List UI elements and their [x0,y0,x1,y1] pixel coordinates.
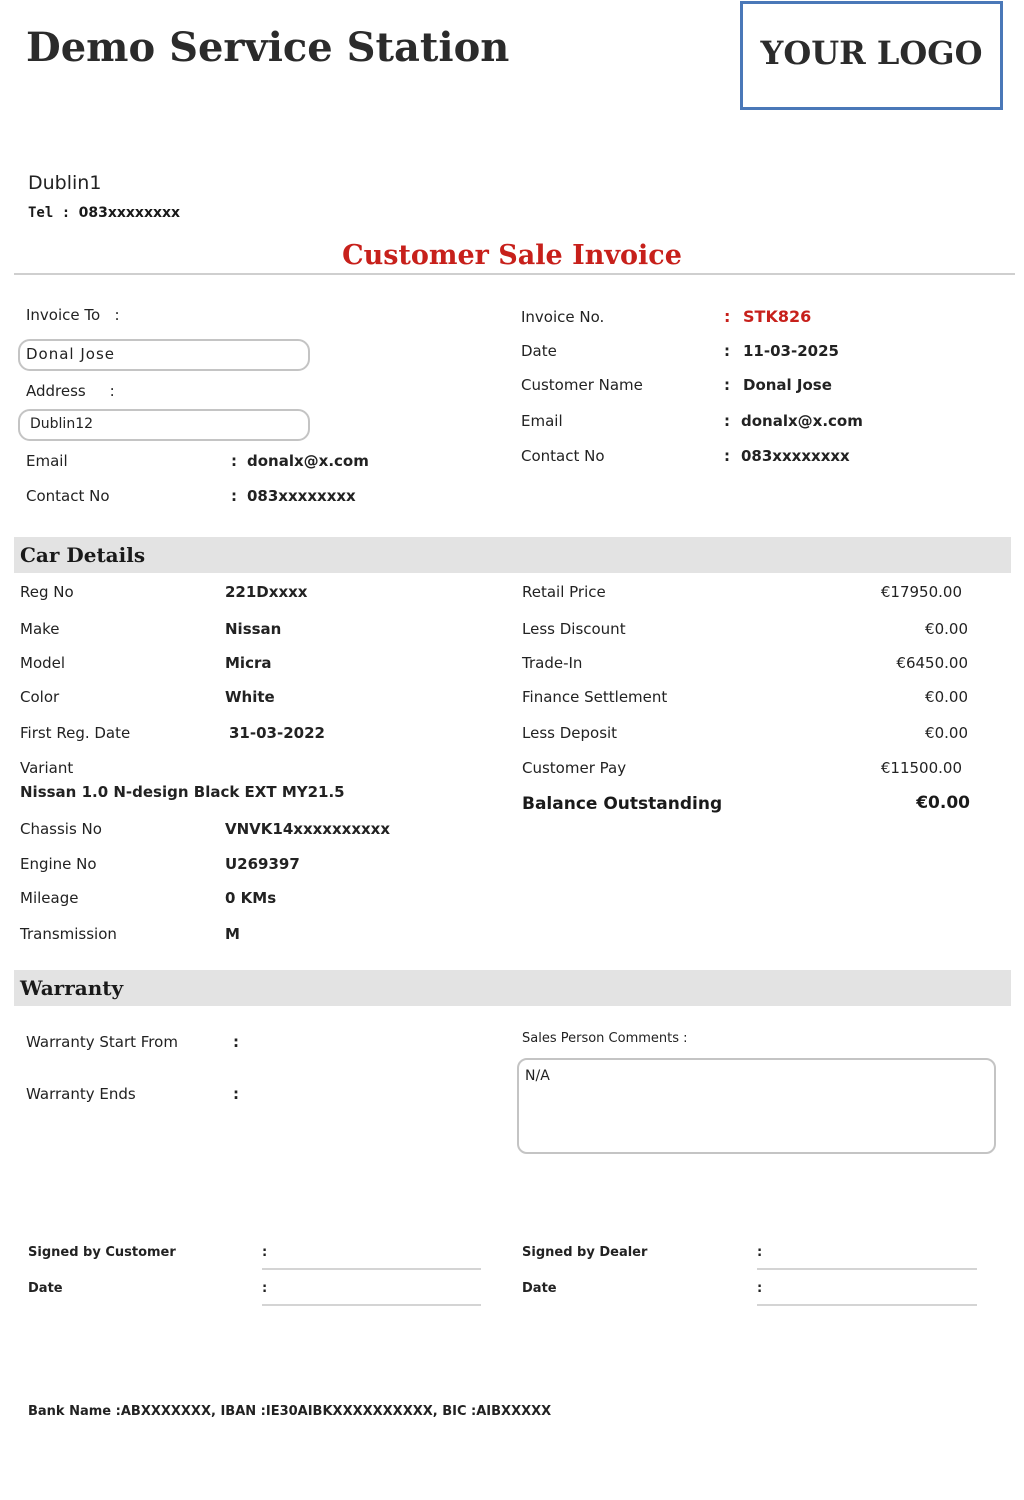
invoice-no: STK826 [743,307,812,326]
model-label: Model [20,654,66,672]
signed-by-customer-label: Signed by Customer [28,1245,176,1260]
dealer-date-line [757,1304,977,1306]
first-reg-label: First Reg. Date [20,724,131,742]
finance-settlement-label: Finance Settlement [522,688,668,706]
document-title: Customer Sale Invoice [342,240,682,271]
customer-name: Donal Jose [743,376,832,394]
reg-no: 221Dxxxx [225,583,308,601]
customer-signature-line [262,1268,481,1270]
customer-date-colon: : [262,1281,268,1296]
tradein-label: Trade-In [522,654,583,672]
discount-label: Less Discount [522,620,626,638]
customer-date-label: Date [28,1281,63,1296]
mileage: 0 KMs [225,889,277,907]
signed-by-dealer-label: Signed by Dealer [522,1245,648,1260]
color-label: Color [20,688,60,706]
invoice-to-address: Dublin12 [30,416,94,432]
customer-contact: 083xxxxxxxx [741,447,850,465]
warranty-header [14,970,1011,1006]
invoice-to-contact-colon: : [231,487,237,505]
discount: €0.00 [925,620,968,638]
invoice-to-email-label: Email [26,452,68,470]
customer-date-line [262,1304,481,1306]
invoice-to-name: Donal Jose [26,345,116,363]
tradein: €6450.00 [896,654,968,672]
model: Micra [225,654,272,672]
deposit: €0.00 [925,724,968,742]
engine-no: U269397 [225,855,300,873]
retail-price-label: Retail Price [522,583,606,601]
finance-settlement: €0.00 [925,688,968,706]
invoice-date-colon: : [724,342,730,360]
customer-email: donalx@x.com [741,412,863,430]
bank-details: Bank Name :ABXXXXXXX, IBAN :IE30AIBKXXXXXXXXXX, BIC :AIBXXXXX [28,1404,552,1419]
variant-label: Variant [20,759,74,777]
invoice-no-label: Invoice No. [521,308,605,326]
company-phone [28,205,180,221]
warranty-start-label: Warranty Start From [26,1033,178,1051]
make-label: Make [20,620,60,638]
retail-price: €17950.00 [880,583,962,601]
tel-label: Tel : [28,205,71,221]
dealer-signature-line [757,1268,977,1270]
invoice-no-colon: : [724,307,731,326]
tel-value: 083xxxxxxxx [78,205,181,221]
signed-by-dealer-colon: : [757,1245,763,1260]
first-reg-date: 31-03-2022 [229,724,325,742]
warranty-title: Warranty [20,976,124,1000]
invoice-date-label: Date [521,342,557,360]
color: White [225,688,275,706]
deposit-label: Less Deposit [522,724,618,742]
transmission-label: Transmission [20,925,117,943]
customer-name-label: Customer Name [521,376,643,394]
balance-outstanding: €0.00 [916,793,970,813]
mileage-label: Mileage [20,889,79,907]
comments-box [517,1058,996,1154]
customer-pay-label: Customer Pay [522,759,627,777]
warranty-start-colon: : [233,1033,239,1051]
company-name: Demo Service Station [26,24,510,71]
dealer-date-colon: : [757,1281,763,1296]
engine-label: Engine No [20,855,97,873]
car-details-header [14,537,1011,573]
invoice-to-contact: 083xxxxxxxx [247,487,356,505]
title-divider [14,273,1015,275]
invoice-to-label: Invoice To : [26,306,120,324]
comments-text: N/A [525,1068,550,1084]
address-label: Address : [26,382,115,400]
dealer-date-label: Date [522,1281,557,1296]
chassis-no: VNVK14xxxxxxxxxx [225,820,391,838]
invoice-date: 11-03-2025 [743,342,839,360]
warranty-end-colon: : [233,1085,239,1103]
invoice-to-contact-label: Contact No [26,487,110,505]
transmission: M [225,925,240,943]
invoice-to-name-field [18,339,310,371]
warranty-end-label: Warranty Ends [26,1085,136,1103]
make: Nissan [225,620,282,638]
comments-label: Sales Person Comments : [522,1031,688,1046]
company-address: Dublin1 [28,172,102,194]
variant: Nissan 1.0 N-design Black EXT MY21.5 [20,783,345,801]
customer-email-label: Email [521,412,563,430]
invoice-to-email-colon: : [231,452,237,470]
invoice-to-address-field [18,409,310,441]
logo-placeholder [740,1,1003,110]
invoice-to-email: donalx@x.com [247,452,369,470]
customer-contact-colon: : [724,447,730,465]
signed-by-customer-colon: : [262,1245,268,1260]
reg-no-label: Reg No [20,583,74,601]
customer-contact-label: Contact No [521,447,605,465]
customer-name-colon: : [724,376,730,394]
balance-outstanding-label: Balance Outstanding [522,794,723,814]
car-details-title: Car Details [20,543,146,567]
customer-email-colon: : [724,412,730,430]
logo-text: YOUR LOGO [760,34,983,72]
chassis-label: Chassis No [20,820,102,838]
customer-pay: €11500.00 [880,759,962,777]
